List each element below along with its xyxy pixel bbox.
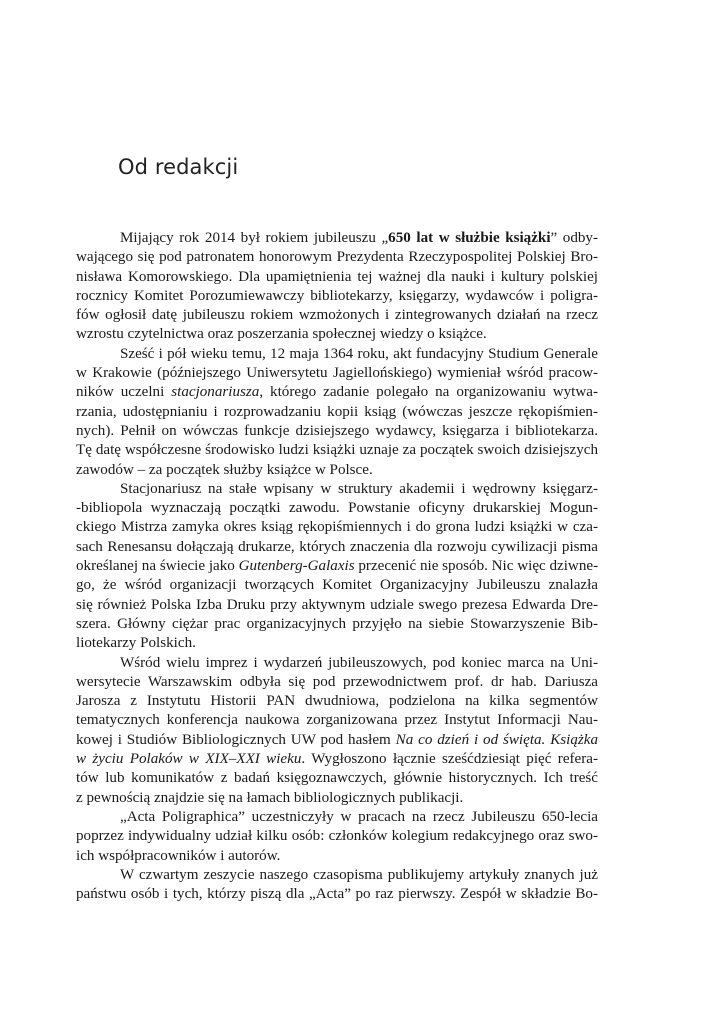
text-line: kowej i Studiów Bibliologicznych UW pod hasłem Na co dzień i od święta. Książka bbox=[76, 731, 598, 748]
text-line: Tę datę współczesne środowisko ludzi książki uznaje za początek swoich dzisiejszych bbox=[76, 442, 598, 459]
paragraph bbox=[76, 345, 598, 480]
page-title: Od redakcji bbox=[118, 155, 239, 179]
text-line: ckiego Mistrza zamyka okres ksiąg rękopiśmiennych i do grona ludzi książki w cza- bbox=[76, 519, 598, 536]
text-line: rocznicy Komitet Porozumiewawczy bibliotekarzy, księgarzy, wydawców i poligra- bbox=[76, 287, 598, 304]
paragraph bbox=[76, 808, 598, 866]
text-line: „Acta Poligraphica” uczestniczyły w pracach na rzecz Jubileuszu 650-lecia bbox=[120, 808, 598, 825]
text-line: Sześć i pół wieku temu, 12 maja 1364 roku, akt fundacyjny Studium Generale bbox=[120, 345, 598, 362]
text-line: się również Polska Izba Druku przy aktywnym udziale swego prezesa Edwarda Dre- bbox=[76, 596, 598, 613]
text-line: określanej na świecie jako Gutenberg-Galaxis przecenić nie sposób. Nic więc dziwne- bbox=[76, 558, 599, 575]
text-line: tematycznych konferencja naukowa zorganizowana przez Instytut Informacji Nau- bbox=[76, 712, 598, 729]
text-line: sach Renesansu dołączają drukarze, których znaczenia dla rozwoju cywilizacji pisma bbox=[76, 538, 598, 555]
text-line: poprzez indywidualny udział kilku osób: członków kolegium redakcyjnego oraz swo- bbox=[76, 828, 598, 845]
article-body bbox=[76, 229, 598, 904]
text-line: wzrostu czytelnictwa oraz poszerzania społecznej wiedzy o książce. bbox=[76, 326, 487, 343]
text-line: Wśród wielu imprez i wydarzeń jubileuszowych, pod koniec marca na Uni- bbox=[120, 654, 598, 671]
text-line: ich współpracowników i autorów. bbox=[76, 847, 281, 864]
text-line: w życiu Polaków w XIX–XXI wieku. Wygłoszono łącznie sześćdziesiąt pięć refera- bbox=[76, 751, 598, 768]
text-line: wającego się pod patronatem honorowym Prezydenta Rzeczypospolitej Polskiej Bro- bbox=[76, 249, 598, 266]
paragraph bbox=[76, 866, 598, 905]
text-line: państwu osób i tych, którzy piszą dla „Acta” po raz pierwszy. Zespół w składzie Bo- bbox=[76, 886, 598, 903]
paragraph bbox=[76, 654, 598, 808]
paragraph bbox=[76, 480, 598, 654]
text-line: ników uczelni stacjonariusza, którego zadanie polegało na organizowaniu wytwa- bbox=[76, 384, 598, 401]
text-line: zawodów – za początek służby książce w Polsce. bbox=[76, 461, 373, 478]
text-line: tów lub komunikatów z badań księgoznawczych, głównie historycznych. Ich treść bbox=[76, 770, 598, 787]
text-line: z pewnością znajdzie się na łamach bibliologicznych publikacji. bbox=[76, 789, 464, 806]
text-line: -bibliopola wyznaczają początki zawodu. Powstanie oficyny drukarskiej Mogun- bbox=[76, 500, 598, 517]
text-line: Stacjonariusz na stałe wpisany w struktury akademii i wędrowny księgarz- bbox=[120, 480, 598, 497]
text-line: wersytecie Warszawskim odbyła się pod przewodnictwem prof. dr hab. Dariusza bbox=[76, 673, 598, 690]
text-line: W czwartym zeszycie naszego czasopisma publikujemy artykuły znanych już bbox=[120, 866, 598, 883]
text-line: go, że wśród organizacji tworzących Komitet Organizacyjny Jubileuszu znalazła bbox=[76, 577, 598, 594]
text-line: w Krakowie (późniejszego Uniwersytetu Jagiellońskiego) wymieniał wśród pracow- bbox=[76, 365, 598, 382]
text-line: Jarosza z Instytutu Historii PAN dwudniowa, podzielona na kilka segmentów bbox=[76, 693, 598, 710]
text-line: nych). Pełnił on wówczas funkcje dzisiejszego wydawcy, księgarza i bibliotekarza. bbox=[76, 422, 598, 439]
text-line: nisława Komorowskiego. Dla upamiętnienia tej ważnej dla nauki i kultury polskiej bbox=[76, 268, 598, 285]
text-line: fów ogłosił datę jubileuszu rokiem wzmożonych i zintegrowanych działań na rzecz bbox=[76, 307, 598, 324]
text-line: szera. Główny ciężar prac organizacyjnych przyjęło na siebie Stowarzyszenie Bib- bbox=[76, 615, 598, 632]
text-line: liotekarzy Polskich. bbox=[76, 635, 196, 652]
text-line: Mijający rok 2014 był rokiem jubileuszu „650 lat w służbie książki” odby- bbox=[120, 230, 599, 246]
text-line: rzania, udostępnianiu i rozprowadzaniu kopii ksiąg (wówczas jeszcze rękopiśmien- bbox=[76, 403, 598, 420]
paragraph bbox=[76, 229, 598, 345]
